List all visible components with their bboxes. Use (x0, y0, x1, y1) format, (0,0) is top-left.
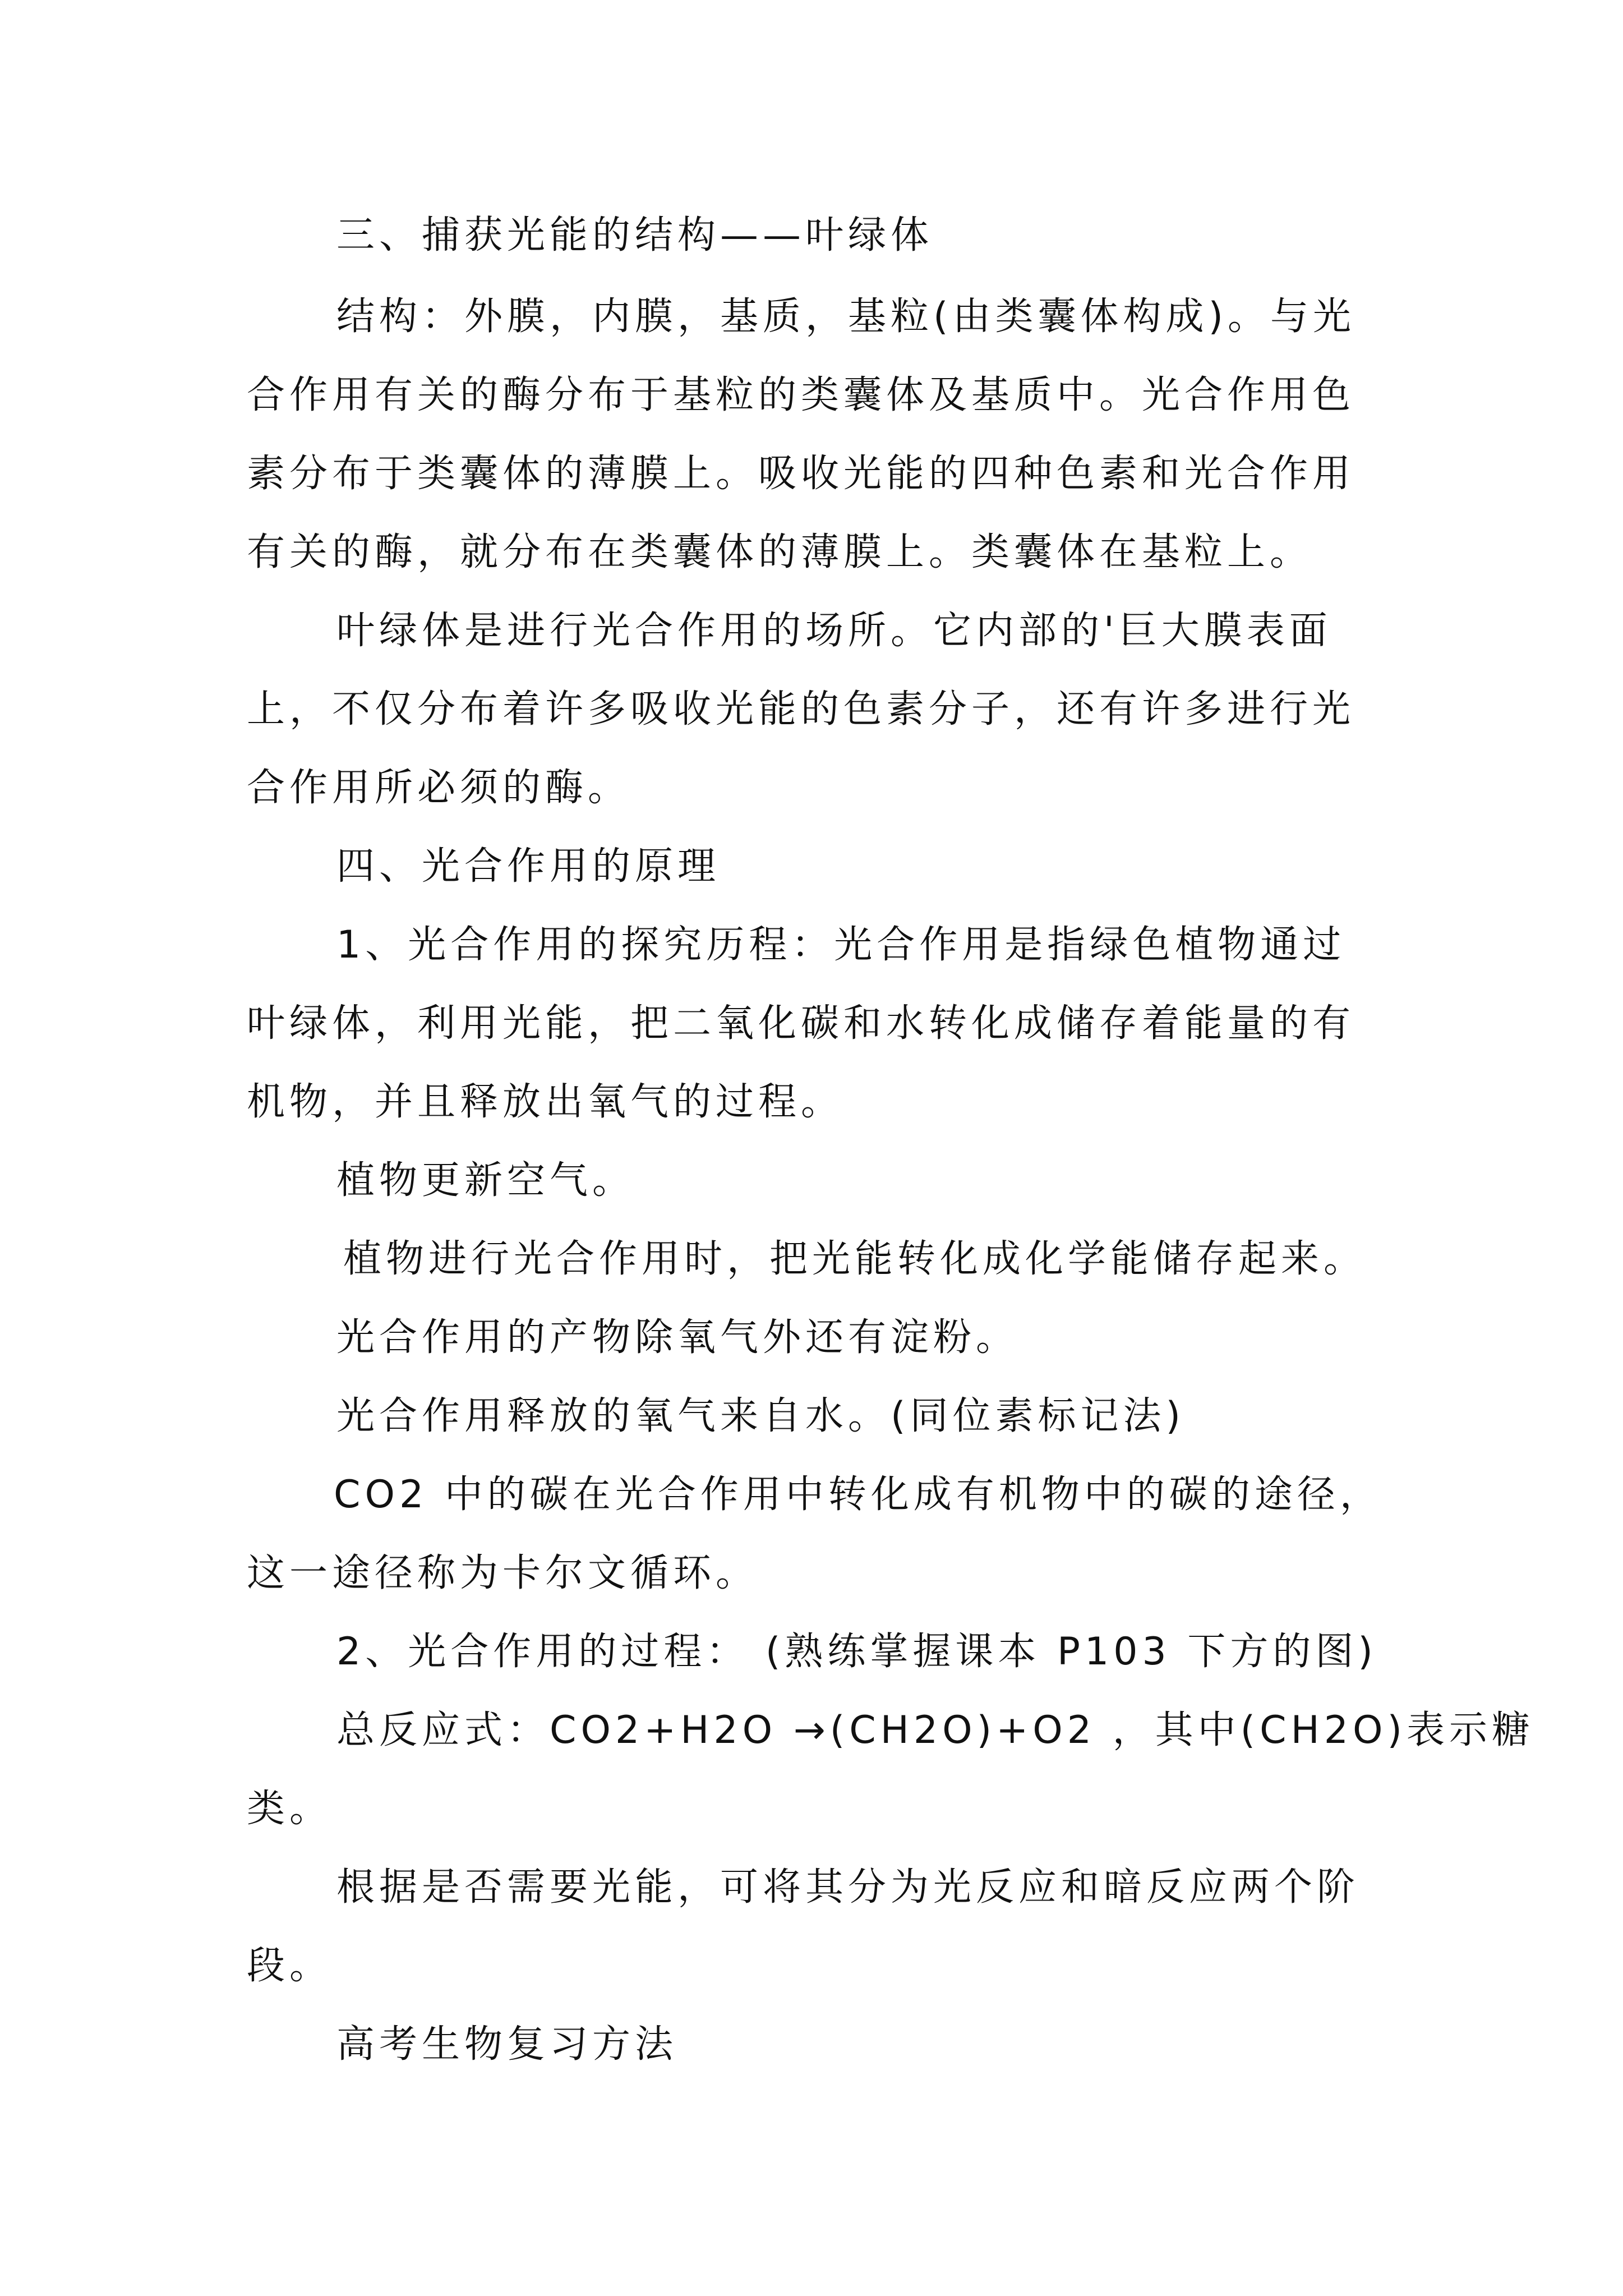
paragraph-line: 素分布于类囊体的薄膜上。吸收光能的四种色素和光合作用 (247, 452, 1355, 496)
paragraph-line: 合作用有关的酶分布于基粒的类囊体及基质中。光合作用色 (247, 373, 1355, 417)
paragraph-line: 有关的酶，就分布在类囊体的薄膜上。类囊体在基粒上。 (247, 530, 1313, 574)
paragraph-line: 1、光合作用的探究历程：光合作用是指绿色植物通过 (336, 923, 1346, 967)
paragraph-line: 植物更新空气。 (336, 1158, 635, 1203)
paragraph-line: 结构：外膜，内膜，基质，基粒(由类囊体构成)。与光 (336, 295, 1356, 339)
heading-chloroplast: 三、捕获光能的结构——叶绿体 (336, 213, 934, 257)
paragraph-line: 机物，并且释放出氧气的过程。 (247, 1080, 844, 1124)
heading-review-methods: 高考生物复习方法 (336, 2022, 678, 2067)
paragraph-line: 光合作用释放的氧气来自水。(同位素标记法) (336, 1394, 1186, 1438)
paragraph-line: 植物进行光合作用时，把光能转化成化学能储存起来。 (343, 1237, 1367, 1281)
paragraph-line: 合作用所必须的酶。 (247, 766, 631, 810)
heading-photosynthesis-principle: 四、光合作用的原理 (336, 844, 721, 889)
paragraph-line: 2、光合作用的过程： (熟练掌握课本 P103 下方的图) (336, 1630, 1377, 1674)
paragraph-line: CO2 中的碳在光合作用中转化成有机物中的碳的途径， (334, 1473, 1382, 1517)
reaction-formula-line: 总反应式：CO2+H2O →(CH2O)+O2 ，其中(CH2O)表示糖 (336, 1708, 1535, 1752)
paragraph-line: 这一途径称为卡尔文循环。 (247, 1551, 759, 1595)
paragraph-line: 类。 (247, 1787, 333, 1831)
paragraph-line: 段。 (247, 1944, 333, 1988)
paragraph-line: 根据是否需要光能，可将其分为光反应和暗反应两个阶 (336, 1865, 1360, 1910)
paragraph-line: 上，不仅分布着许多吸收光能的色素分子，还有许多进行光 (247, 687, 1355, 731)
paragraph-line: 光合作用的产物除氧气外还有淀粉。 (336, 1315, 1019, 1360)
paragraph-line: 叶绿体，利用光能，把二氧化碳和水转化成储存着能量的有 (247, 1001, 1355, 1046)
paragraph-line: 叶绿体是进行光合作用的场所。它内部的'巨大膜表面 (336, 609, 1332, 653)
